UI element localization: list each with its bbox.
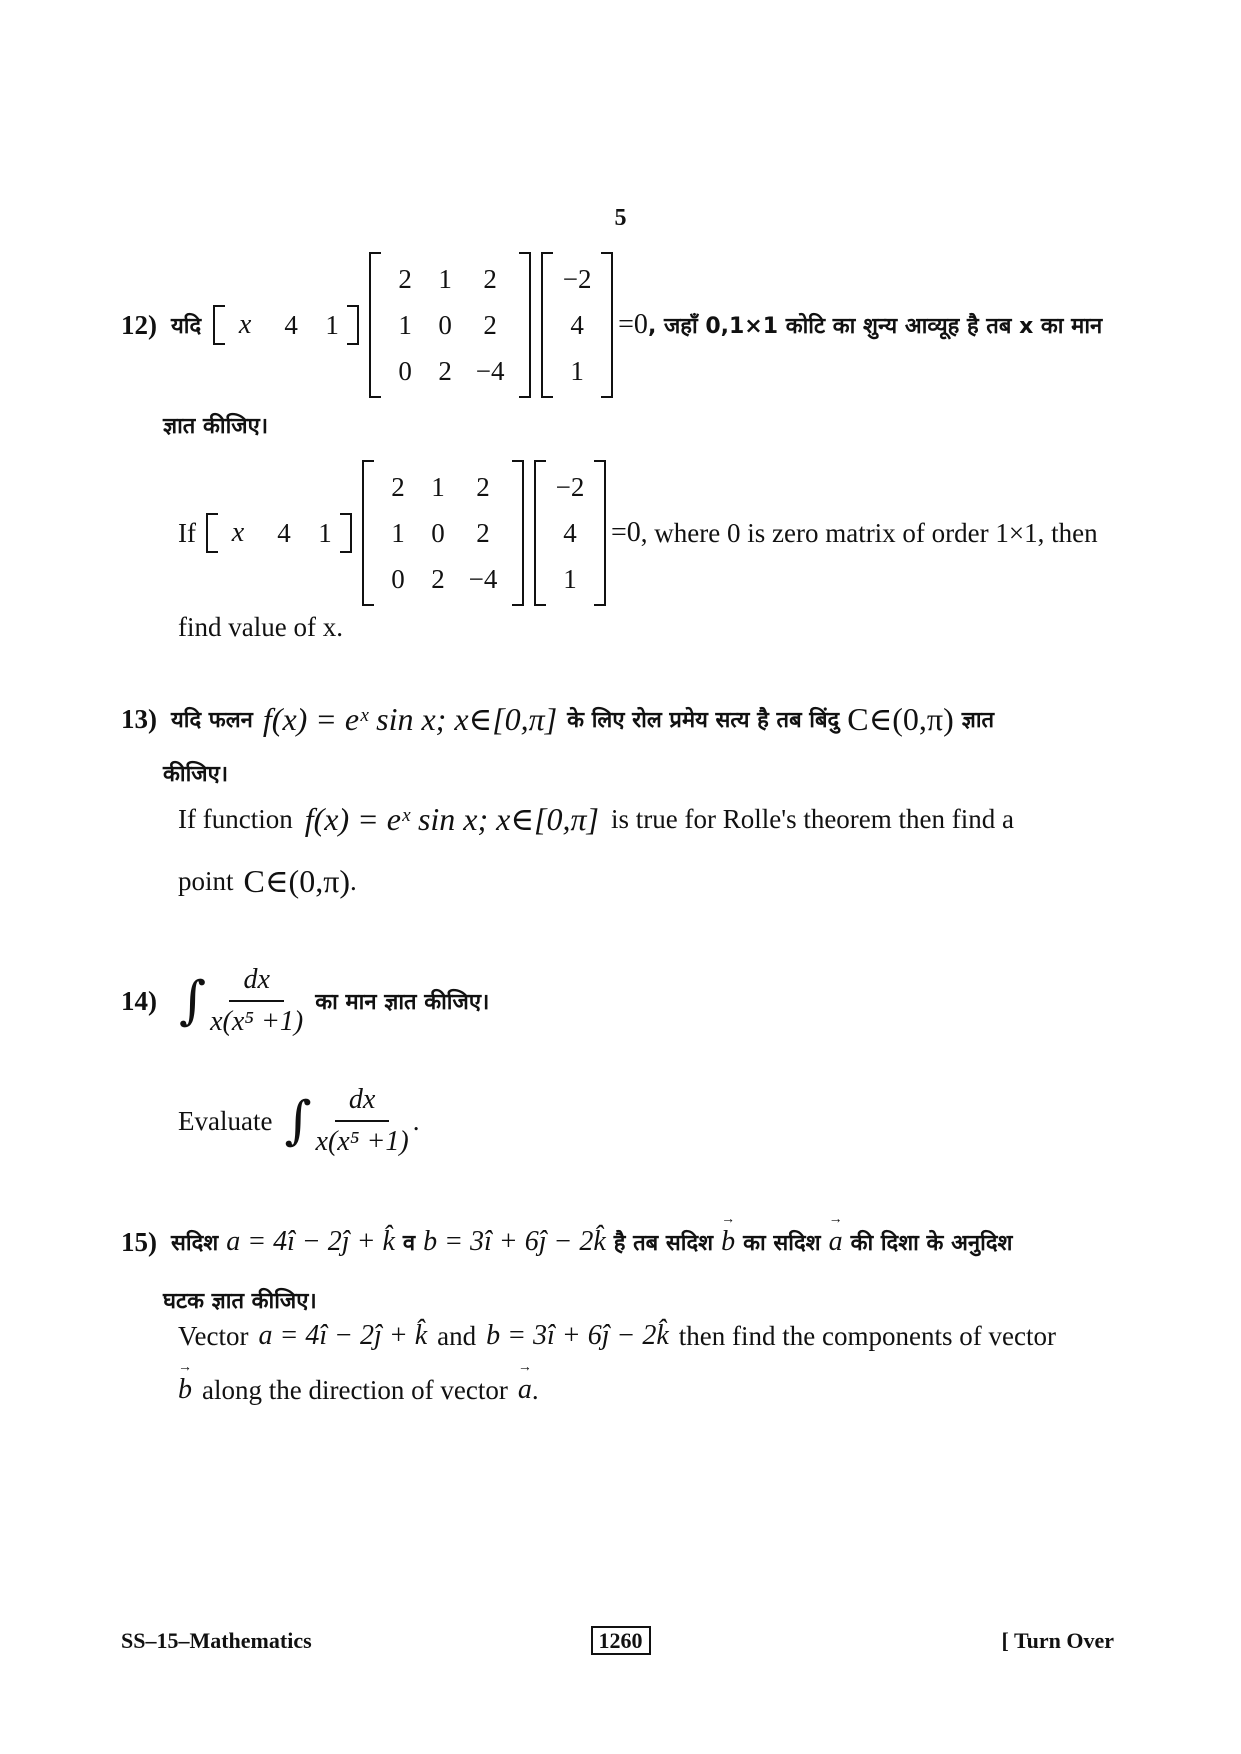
q12-matrix: 2 1 2 1 0 2 0 2 −4	[369, 252, 531, 398]
q12-hindi-if: यदि	[171, 314, 202, 339]
footer-turn-over: [ Turn Over	[1001, 1628, 1114, 1653]
q14-number: 14)	[121, 985, 157, 1016]
q12-english: If x 4 1 2 1 2 1 0 2 0 2 −4 −2 4 1 =0 , where 0 is zero matrix of order 1×1, then	[178, 460, 1098, 606]
q12-english-if: If	[178, 517, 196, 548]
q15-hindi: 15) सदिश a = 4î − 2ĵ + k̂ व b = 3î + 6ĵ − 2k̂ है तब सदिश b → का सदिश a → की दिशा के अनुदिश	[121, 1226, 1012, 1258]
q14-hindi: 14) ∫ $\frac{dx}{\text{x(x⁵ +1)}}$ का मान ज्ञात कीजिए।	[121, 960, 489, 1042]
q13-number: 13)	[121, 703, 157, 734]
q12-english-text: , where 0 is zero matrix of order 1×1, then	[640, 517, 1098, 548]
footer-page-code: 1260	[591, 1626, 651, 1655]
q15-english: Vector a = 4î − 2ĵ + k̂ and b = 3î + 6ĵ − 2k̂ then find the components of vector	[178, 1320, 1056, 1351]
q12-number: 12)	[121, 309, 157, 340]
q14-english: Evaluate ∫ $\frac{dx}{\text{x(x⁵ +1)}}$ .	[178, 1080, 419, 1162]
q15-number: 15)	[121, 1226, 157, 1257]
q12-hindi-text2: ज्ञात कीजिए।	[163, 414, 269, 439]
q12-hindi-text: , जहाँ 0,1×1 कोटि का शुन्य आव्यूह है तब x का मान	[647, 314, 1103, 339]
page-number: 5	[614, 205, 627, 231]
q14-fraction: $\frac{dx}{\text{x(x⁵ +1)}}$	[210, 960, 303, 1042]
q12-column-vector: −2 4 1	[541, 252, 613, 398]
q13-point: C∈(0,π)	[847, 701, 954, 737]
footer-subject-code: SS–15–Mathematics	[121, 1628, 312, 1653]
vector-a: a = 4î − 2ĵ + k̂	[226, 1226, 395, 1257]
q12-hindi: 12) यदि x 4 1 2 1 2 1 0 2 0 2 −4 −2 4 1 =0 , जहाँ 0,1×1 कोटि का शुन्य आव्यूह है तब x का मान	[121, 252, 1102, 398]
q13-formula: f(x) = eˣ sin x; x∈[0,π]	[262, 701, 558, 737]
vector-b: b = 3î + 6ĵ − 2k̂	[423, 1226, 606, 1257]
q13-english: If function f(x) = eˣ sin x; x∈[0,π] is true for Rolle's theorem then find a	[178, 801, 1014, 837]
integral-sign: ∫	[179, 971, 207, 1031]
q12-row-vector: x 4 1	[213, 305, 359, 345]
q12-english-text2: find value of x.	[178, 612, 343, 642]
q13-hindi: 13) यदि फलन f(x) = eˣ sin x; x∈[0,π] के लिए रोल प्रमेय सत्य है तब बिंदु C∈(0,π) ज्ञात	[121, 701, 995, 737]
